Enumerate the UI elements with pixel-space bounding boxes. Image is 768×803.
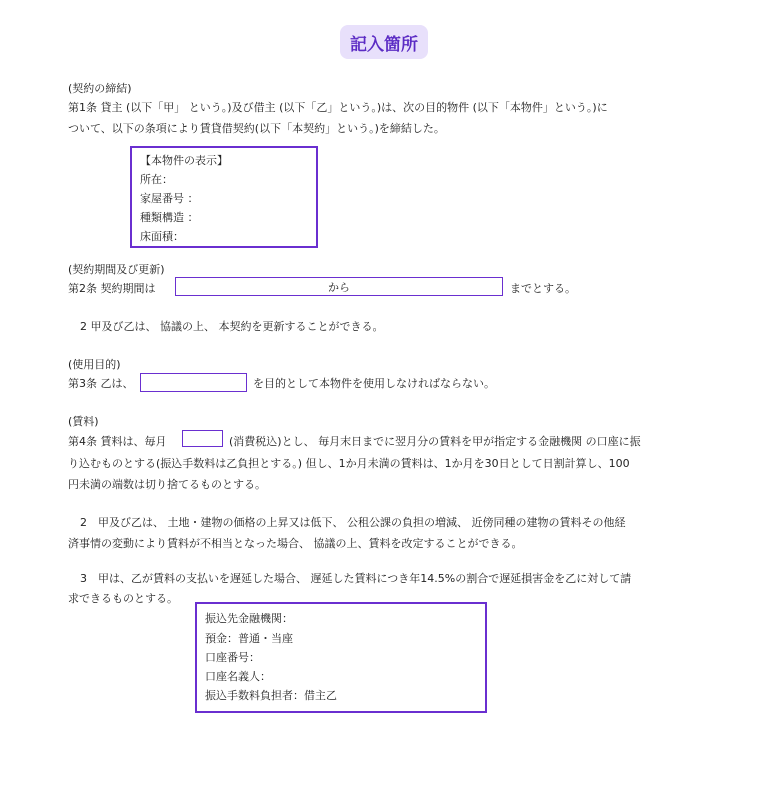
article4-line1-prefix: 第4条 賃料は、毎月	[68, 435, 167, 448]
property-location-field[interactable]: 所在：	[140, 173, 173, 186]
article3-prefix: 第3条 乙は、	[68, 377, 134, 390]
article2-para2: 2 甲及び乙は、 協議の上、 本契約を更新することができる。	[80, 320, 384, 333]
property-structure-field[interactable]: 種類構造 ：	[140, 211, 199, 224]
article4-heading: (賃料)	[68, 415, 99, 428]
transfer-fee-payer-field[interactable]: 振込手数料負担者：借主乙	[205, 689, 337, 702]
article4-para2-line2: 済事情の変動により賃料が不相当となった場合、 協議の上、賃料を改定することができる。	[68, 537, 523, 550]
property-floor-area-field[interactable]: 床面積：	[140, 230, 184, 243]
property-house-number-field[interactable]: 家屋番号 ：	[140, 192, 199, 205]
monthly-rent-input[interactable]	[182, 430, 223, 447]
account-number-field[interactable]: 口座番号：	[205, 651, 260, 664]
article3-suffix: を目的として本物件を使用しなければならない。	[253, 377, 495, 390]
property-box	[130, 146, 318, 248]
article4-line2: り込むものとする(振込手数料は乙負担とする。) 但し、1か月未満の賃料は、1か月を30日として日割計算し、100	[68, 457, 630, 470]
article1-line2: ついて、以下の条項により賃貸借契約(以下「本契約」という。)を締結した。	[68, 122, 445, 135]
article2-suffix: までとする。	[510, 282, 576, 295]
article1-heading: (契約の締結)	[68, 82, 132, 95]
article3-heading: (使用目的)	[68, 358, 121, 371]
article4-para2-line1: 2 甲及び乙は、 土地・建物の価格の上昇又は低下、 公租公課の負担の増減、 近傍同種の建物の賃料その他経	[80, 516, 626, 529]
article2-prefix: 第2条 契約期間は	[68, 282, 156, 295]
usage-purpose-input[interactable]	[140, 373, 247, 392]
contract-period-input[interactable]	[175, 277, 503, 296]
deposit-type-field[interactable]: 預金：普通・当座	[205, 632, 293, 645]
page-title: 記入箇所	[340, 25, 428, 59]
bank-name-field[interactable]: 振込先金融機関：	[205, 612, 293, 625]
article4-para3-line1: 3 甲は、乙が賃料の支払いを遅延した場合、 遅延した賃料につき年14.5%の割合で遅延損害金を乙に対して請	[80, 572, 632, 585]
article2-heading: (契約期間及び更新)	[68, 263, 165, 276]
contract-period-from-label: から	[328, 280, 350, 294]
article1-line1: 第1条 貸主 (以下「甲」 という。)及び借主 (以下「乙」という。)は、次の目的物件 (以下「本物件」という。)に	[68, 101, 608, 114]
article4-para3-line2: 求できるものとする。	[68, 592, 178, 605]
bank-info-box	[195, 602, 487, 713]
account-holder-field[interactable]: 口座名義人：	[205, 670, 271, 683]
article4-line1-suffix: (消費税込)とし、 毎月末日までに翌月分の賃料を甲が指定する金融機関 の口座に振	[229, 435, 641, 448]
article4-line3: 円未満の端数は切り捨てるものとする。	[68, 478, 266, 491]
property-box-header: 【本物件の表示】	[140, 154, 228, 167]
